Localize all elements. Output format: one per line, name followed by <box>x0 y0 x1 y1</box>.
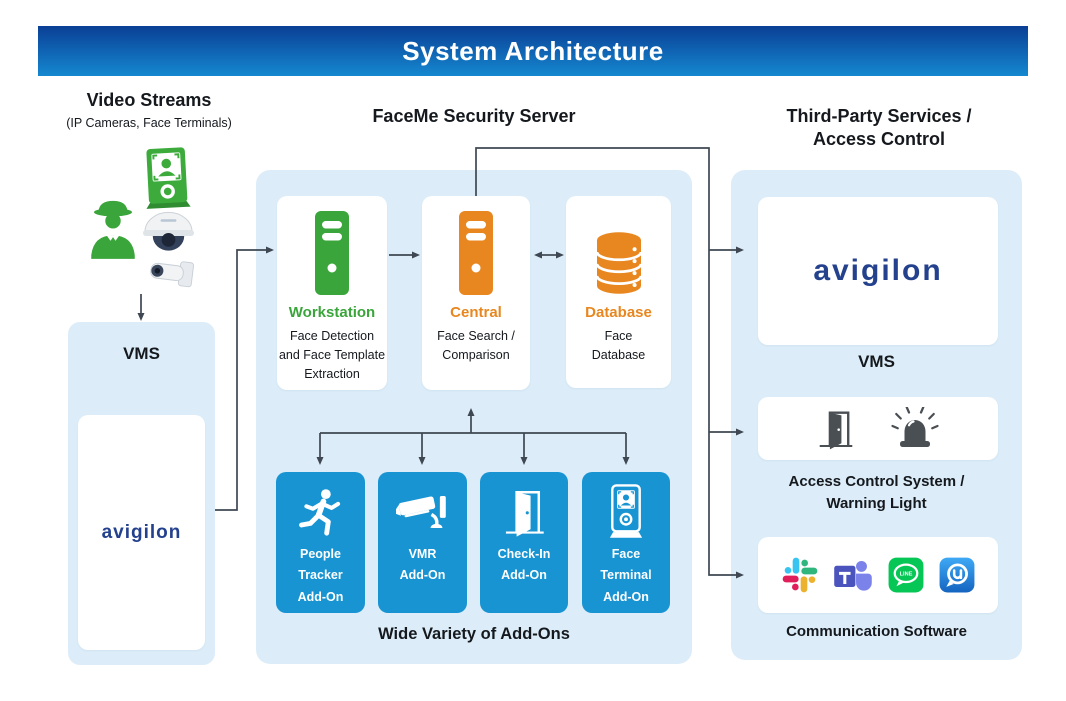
addon-label: Face Terminal Add-On <box>600 547 652 604</box>
runner-icon <box>295 480 347 544</box>
node-name: Central <box>450 304 502 321</box>
node-name: Database <box>585 304 652 321</box>
video-streams-subheading: (IP Cameras, Face Terminals) <box>66 116 232 130</box>
node-workstation <box>277 196 387 390</box>
server-tower-icon <box>314 196 350 296</box>
security-person-icon <box>84 196 142 262</box>
slack-icon <box>782 557 818 593</box>
dome-camera-icon <box>141 209 196 256</box>
node-description: Face Database <box>591 329 646 362</box>
addon-people-tracker <box>276 472 365 613</box>
title-bar <box>38 26 1028 76</box>
node-name: Workstation <box>288 304 376 321</box>
addon-label: People Tracker Add-On <box>297 547 344 604</box>
node-database <box>566 196 671 388</box>
face-terminal-device-icon <box>604 480 648 544</box>
node-description: Face Search / Comparison <box>437 329 515 362</box>
communication-box <box>758 537 998 613</box>
microsoft-teams-icon <box>833 557 873 594</box>
door-icon <box>817 404 855 454</box>
line-icon <box>888 557 924 593</box>
faceme-server-heading: FaceMe Security Server <box>372 106 576 126</box>
access-control-label: Warning Light <box>826 495 927 512</box>
video-streams-heading: Video Streams <box>86 90 212 110</box>
vms-source-label: VMS <box>123 344 160 363</box>
addon-vmr <box>378 472 467 613</box>
warning-light-icon <box>891 407 939 451</box>
addon-check-in <box>480 472 568 613</box>
third-party-heading: Third-Party Services / Access Control <box>786 106 972 149</box>
node-central <box>422 196 530 390</box>
svg-text:LINE: LINE <box>899 571 912 578</box>
third-party-vms-box <box>758 197 998 345</box>
access-control-box <box>758 397 998 460</box>
page-title: System Architecture <box>402 35 664 66</box>
addons-caption: Wide Variety of Add-Ons <box>378 625 570 643</box>
database-icon <box>591 196 647 296</box>
access-control-label: Access Control System / <box>788 473 965 490</box>
u-messenger-icon <box>939 557 975 593</box>
avigilon-logo: avigilon <box>101 521 182 543</box>
vms-source-box <box>78 415 205 650</box>
addon-label: Check-In Add-On <box>497 547 551 583</box>
server-tower-icon <box>458 196 494 296</box>
addon-face-terminal <box>582 472 670 613</box>
node-description: Face Detection and Face Template Extraction <box>278 329 386 381</box>
bullet-camera-icon <box>146 255 198 292</box>
cctv-camera-icon <box>396 480 450 544</box>
open-door-icon <box>501 480 547 544</box>
avigilon-logo: avigilon <box>813 254 943 287</box>
communication-label: Communication Software <box>786 623 967 640</box>
addon-label: VMR Add-On <box>399 547 446 583</box>
face-terminal-icon <box>142 146 192 210</box>
third-party-vms-label: VMS <box>858 352 895 371</box>
